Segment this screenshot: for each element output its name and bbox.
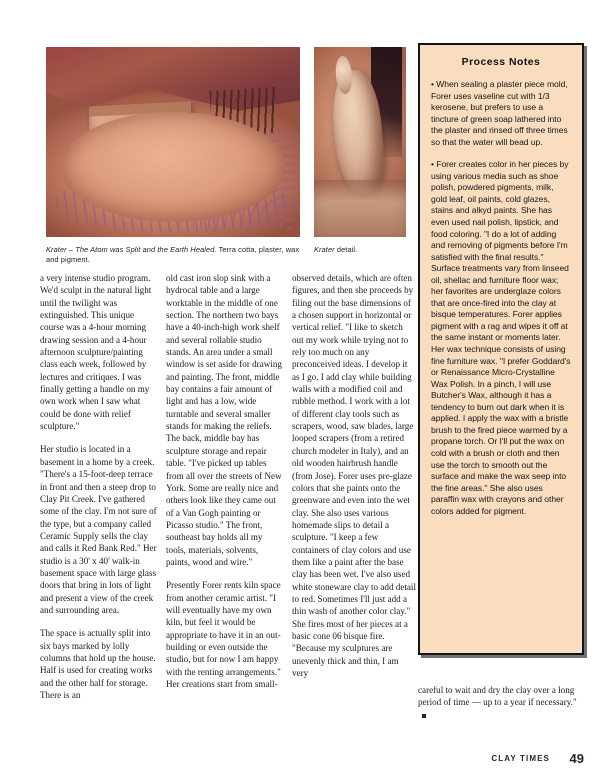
article-column-2 [166, 272, 284, 701]
sidebar-note: • When sealing a plaster piece mold, Forer uses vaseline cut with 1/3 kerosene, but prefers to use a tincture of green soap lathered into the plaster and rinsed off three times so that the water will bead up. [431, 79, 568, 147]
figure-relief-motif [329, 68, 388, 197]
end-mark-icon [421, 713, 427, 719]
caption-materials: Terra cotta, plaster, wax and pigment. [46, 245, 300, 264]
krater-main-caption [46, 245, 308, 264]
article-column-3 [292, 272, 416, 690]
krater-detail-caption [314, 245, 409, 255]
krater-main-image [46, 47, 300, 237]
bloom-relief-motif [150, 152, 211, 213]
article-column-1 [40, 272, 158, 712]
sidebar-note: • Forer creates color in her pieces by using various media such as shoe polish, powdered pigments, milk, gold leaf, oil paints, cold glazes, stains and alkyd paints. She has even used nail polish, lipstick, and food coloring. "I do a lot of adding and removing of pigments before I'm satisfied with the final results." Surface treatments vary from linseed oil, shellac and furniture floor wax; her favorites are underglaze colors that are once-fired into the clay at bisque temperatures. Forer applies pigment with a rag and wipes it off at the same instant or moments later. Her wax technique consists of using fine furniture wax. "I prefer Goddard's or Renaissance Micro-Crystalline Wax Polish. In a pinch, I will use Butcher's Wax, although it has a tendency to burn out dark when it is applied. I apply the wax with a bristle brush to the fired piece warmed by a propane torch. Or I'll put the wax on cold with a brush or cloth and then use the torch to smooth out the surface and make the wax seep into the fine areas." She also uses paraffin wax with crayons and other colors added for pigment. [431, 159, 571, 516]
krater-detail-image [314, 47, 406, 237]
caption-title-italic: Krater [314, 245, 335, 254]
page-number: 49 [569, 751, 584, 766]
paragraph: Her studio is located in a basement in a home by a creek. "There's a 15-foot-deep terrace in front and then a steep drop to Clay Pit Creek. I've gathered some of the clay. I'm not sure of the type, but a company called Ceramic Supply sells the clay and calls it Red Bank Red." Her studio is a 30' x 40' walk-in basement space with large glass doors that bring in lots of light and present a view of the creek and surrounding area. [40, 444, 157, 615]
paragraph-text: careful to wait and dry the clay over a long period of time — up to a year if necessary." [418, 685, 577, 708]
caption-suffix: detail. [334, 245, 358, 254]
article-body [40, 272, 430, 762]
paragraph: old cast iron slop sink with a hydrocal table and a large worktable in the middle of one section. The northern two bays have a 40-inch-high work shelf and several rollable studio stands. An area under a small window is set aside for drawing and painting. The front, middle bay contains a fair amount of light and has a low, wide turntable and several smaller stands for making the reliefs. The back, middle bay has sculpture storage and repair table. "I've picked up tables from all over the streets of New York. Some are really nice and others look like they came out of a Van Gogh painting or Picasso studio." The front, southeast bay holds all my tools, materials, solvents, paints, wood and wire." [166, 273, 282, 567]
rim-texture [51, 176, 295, 233]
publication-name: CLAY TIMES [491, 754, 550, 763]
sidebar-title: Process Notes [461, 57, 541, 68]
paragraph: Presently Forer rents kiln space from another ceramic artist. "I will eventually have my own kiln, but feel it would be appropriate to have it in an out-building or even outside the studio, but for now I am happy with the renting arrangements." Her creations start from small- [166, 580, 281, 689]
base-texture [314, 180, 406, 237]
paragraph: a very intense studio program. We'd sculpt in the natural light until the twilight was extinguished. This unique course was a 4-hour morning drawing session and a 4-hour afternoon sculpture/painting class each week, followed by lectures and critiques. I was finally getting a handle on my own work when I saw what could be done with relief sculpture." [40, 273, 152, 432]
figure-group [46, 47, 406, 237]
caption-title-italic: Krater – The Atom was Split and the Earth Healed. [46, 245, 217, 254]
paragraph: The space is actually split into six bays marked by lolly columns that hold up the house. Half is used for creating works and the other half for storage. There is an [40, 628, 156, 700]
paragraph [418, 684, 584, 721]
rib-pattern-motif [210, 87, 279, 137]
process-notes-sidebar [418, 43, 584, 655]
article-column-4 [418, 684, 584, 721]
paragraph: observed details, which are often figures, and then she proceeds by filing out the base dimensions of a chosen support in horizontal or vertical relief. "I like to sketch out my work while trying not to rely too much on any preconceived ideas. I develop it as I go. I add clay while building walls with a modified coil and rubble method. I work with a lot of different clay tools such as scrapers, wood, saw blades, large looped scrapers (from a retired church modeler in Italy), and an old wooden hairbrush handle (from Jose). Forer uses pre-glaze colors that she paints onto the greenware and even into the wet clay. She also uses various homemade slips to detail a sculpture. "I keep a few containers of clay colors and use them like a paint after the base clay has been wet. I've also used white stoneware clay to add detail to red. Sometimes I'll just add a thin wash of another color clay." She fires most of her pieces at a basic cone 06 bisque fire. "Because my sculptures are unevenly thick and thin, I am very [292, 273, 416, 678]
krater-detail-art [314, 47, 406, 237]
house-relief-motif [89, 101, 191, 175]
page-footer [0, 741, 602, 766]
krater-relief-art [46, 47, 300, 237]
